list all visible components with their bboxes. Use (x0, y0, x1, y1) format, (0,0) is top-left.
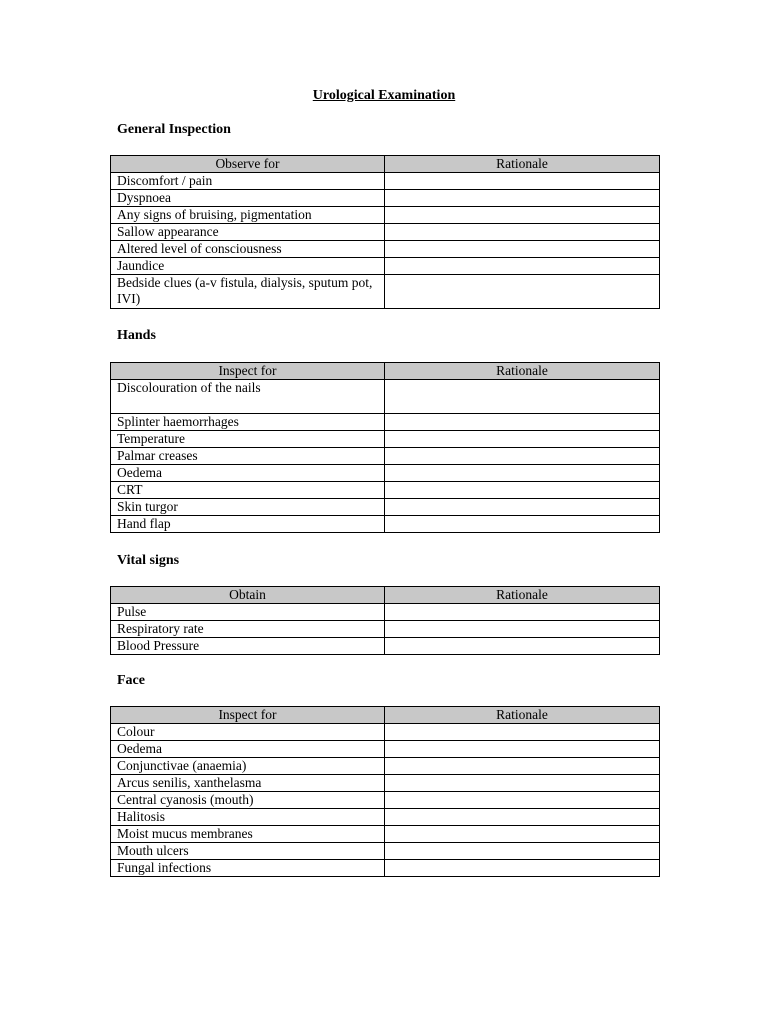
vital-signs-table (110, 586, 660, 655)
table-row (111, 465, 660, 482)
rationale-cell (385, 741, 660, 758)
column-header-observe-for: Observe for (111, 156, 385, 173)
rationale-cell (385, 499, 660, 516)
inspect-item: CRT (111, 482, 385, 499)
observe-item: Bedside clues (a-v fistula, dialysis, sputum pot, IVI) (111, 275, 385, 309)
table-row (111, 621, 660, 638)
observe-item: Dyspnoea (111, 190, 385, 207)
rationale-cell (385, 724, 660, 741)
inspect-item: Colour (111, 724, 385, 741)
rationale-cell (385, 431, 660, 448)
table-header-row (111, 363, 660, 380)
rationale-cell (385, 258, 660, 275)
observe-item: Discomfort / pain (111, 173, 385, 190)
inspect-item: Halitosis (111, 809, 385, 826)
inspect-item: Splinter haemorrhages (111, 414, 385, 431)
rationale-cell (385, 207, 660, 224)
observe-item: Any signs of bruising, pigmentation (111, 207, 385, 224)
table-row (111, 275, 660, 309)
table-row (111, 207, 660, 224)
rationale-cell (385, 826, 660, 843)
rationale-cell (385, 190, 660, 207)
table-row (111, 826, 660, 843)
rationale-cell (385, 604, 660, 621)
rationale-cell (385, 275, 660, 309)
section-heading-face: Face (117, 673, 145, 688)
inspect-item: Mouth ulcers (111, 843, 385, 860)
inspect-item: Oedema (111, 465, 385, 482)
obtain-item: Blood Pressure (111, 638, 385, 655)
observe-item: Jaundice (111, 258, 385, 275)
observe-item: Sallow appearance (111, 224, 385, 241)
table-row (111, 741, 660, 758)
obtain-item: Pulse (111, 604, 385, 621)
table-row (111, 860, 660, 877)
table-row (111, 843, 660, 860)
rationale-cell (385, 448, 660, 465)
rationale-cell (385, 224, 660, 241)
face-table (110, 706, 660, 877)
table-row (111, 258, 660, 275)
rationale-cell (385, 758, 660, 775)
table-row (111, 516, 660, 533)
inspect-item: Conjunctivae (anaemia) (111, 758, 385, 775)
hands-table (110, 362, 660, 533)
table-row (111, 792, 660, 809)
rationale-cell (385, 173, 660, 190)
column-header-obtain: Obtain (111, 587, 385, 604)
observe-item: Altered level of consciousness (111, 241, 385, 258)
table-row (111, 380, 660, 414)
table-row (111, 414, 660, 431)
inspect-item: Discolouration of the nails (111, 380, 385, 414)
section-heading-general-inspection: General Inspection (117, 122, 231, 137)
table-header-row (111, 587, 660, 604)
table-row (111, 724, 660, 741)
obtain-item: Respiratory rate (111, 621, 385, 638)
rationale-cell (385, 414, 660, 431)
table-row (111, 809, 660, 826)
column-header-rationale: Rationale (385, 156, 660, 173)
table-row (111, 224, 660, 241)
column-header-rationale: Rationale (385, 363, 660, 380)
table-row (111, 499, 660, 516)
table-header-row (111, 707, 660, 724)
inspect-item: Temperature (111, 431, 385, 448)
column-header-rationale: Rationale (385, 587, 660, 604)
rationale-cell (385, 380, 660, 414)
table-row (111, 190, 660, 207)
document-title (0, 87, 768, 105)
table-row (111, 604, 660, 621)
table-row (111, 241, 660, 258)
rationale-cell (385, 809, 660, 826)
column-header-rationale: Rationale (385, 707, 660, 724)
rationale-cell (385, 775, 660, 792)
table-row (111, 173, 660, 190)
inspect-item: Fungal infections (111, 860, 385, 877)
table-header-row (111, 156, 660, 173)
table-row (111, 431, 660, 448)
rationale-cell (385, 482, 660, 499)
table-row (111, 638, 660, 655)
rationale-cell (385, 860, 660, 877)
table-row (111, 482, 660, 499)
rationale-cell (385, 241, 660, 258)
table-row (111, 775, 660, 792)
inspect-item: Skin turgor (111, 499, 385, 516)
section-heading-hands: Hands (117, 328, 156, 343)
table-row (111, 758, 660, 775)
rationale-cell (385, 792, 660, 809)
rationale-cell (385, 516, 660, 533)
column-header-inspect-for: Inspect for (111, 707, 385, 724)
inspect-item: Central cyanosis (mouth) (111, 792, 385, 809)
inspect-item: Oedema (111, 741, 385, 758)
rationale-cell (385, 621, 660, 638)
inspect-item: Moist mucus membranes (111, 826, 385, 843)
document-title-text: Urological Examination (312, 88, 456, 103)
inspect-item: Hand flap (111, 516, 385, 533)
rationale-cell (385, 638, 660, 655)
general-inspection-table (110, 155, 660, 309)
column-header-inspect-for: Inspect for (111, 363, 385, 380)
inspect-item: Palmar creases (111, 448, 385, 465)
table-row (111, 448, 660, 465)
section-heading-vital-signs: Vital signs (117, 553, 180, 568)
rationale-cell (385, 465, 660, 482)
inspect-item: Arcus senilis, xanthelasma (111, 775, 385, 792)
rationale-cell (385, 843, 660, 860)
